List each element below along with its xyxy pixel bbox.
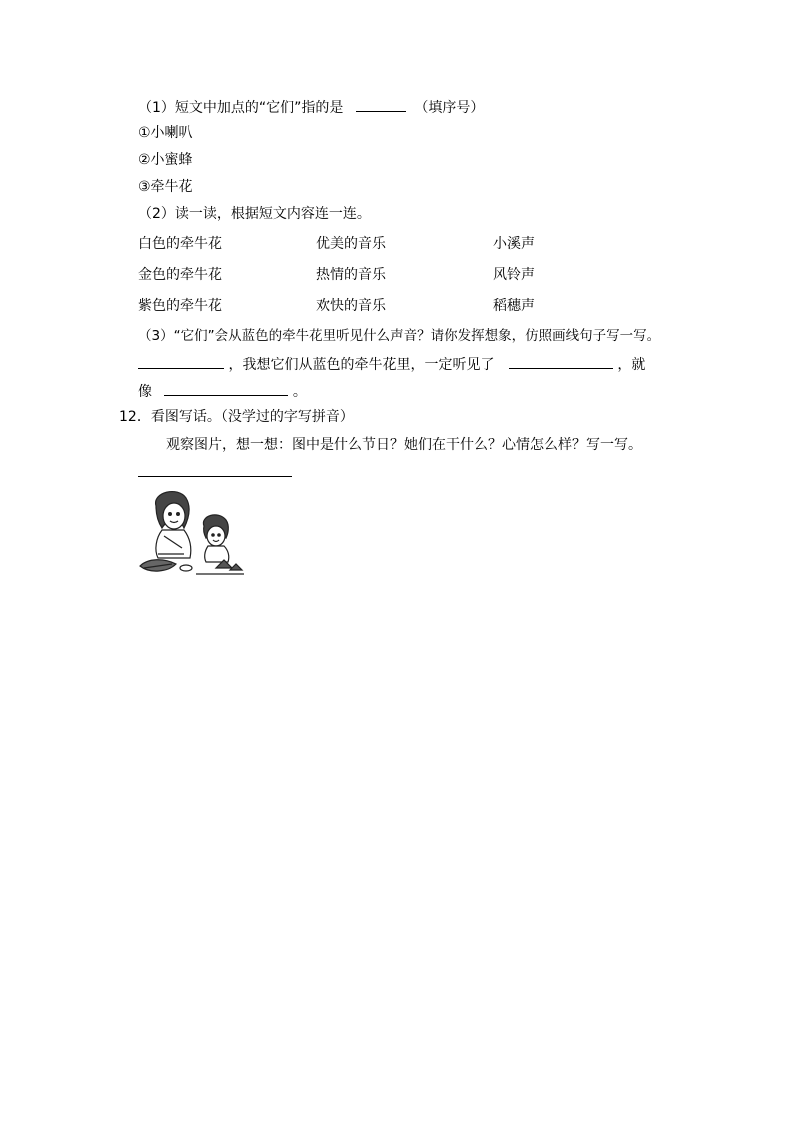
q11-sub3-mid: ，我想它们从蓝色的牵牛花里，一定听见了 (228, 357, 495, 373)
match-col3-item: 小溪声 (493, 236, 535, 252)
q11-sub3-prompt: （3）“它们”会从蓝色的牵牛花里听见什么声音？请你发挥想象，仿照画线句子写一写。 (138, 328, 661, 344)
q12-prompt: 观察图片，想一想：图中是什么节日？她们在干什么？心情怎么样？写一写。 (166, 437, 642, 453)
match-col2-item: 欢快的音乐 (316, 298, 386, 314)
q11-sub3-line2-start: 像 (138, 384, 152, 400)
q11-option-3: ③牵牛花 (138, 179, 193, 195)
q11-sub1-answer-blank[interactable] (356, 97, 406, 112)
q11-sub2-prompt: （2）读一读，根据短文内容连一连。 (138, 206, 371, 222)
q12-answer-blank[interactable] (138, 462, 292, 477)
match-col3-item: 风铃声 (493, 267, 535, 283)
match-col3-item: 稻穗声 (493, 298, 535, 314)
q11-sub3-line2-end: 。 (292, 384, 307, 400)
q11-sub1-suffix: （填序号） (414, 100, 485, 116)
q11-sub3-blank-1[interactable] (138, 354, 224, 369)
match-col2-item: 热情的音乐 (316, 267, 386, 283)
q11-sub3-end: ，就 (617, 357, 646, 373)
q11-sub3-blank-2[interactable] (509, 354, 613, 369)
q11-sub3-blank-3[interactable] (164, 381, 288, 396)
match-col1-item: 金色的牵牛花 (138, 267, 222, 283)
q11-sub3-line1 (138, 354, 645, 374)
q12-title: 12．看图写话。（没学过的字写拼音） (119, 409, 354, 425)
q11-sub1-line (138, 97, 484, 117)
match-col1-item: 紫色的牵牛花 (138, 298, 222, 314)
q12-answer-line[interactable] (138, 462, 292, 482)
q11-sub3-line2 (138, 381, 307, 401)
match-col1-item: 白色的牵牛花 (138, 236, 222, 252)
q11-sub1-prefix: （1）短文中加点的“它们”指的是 (138, 100, 344, 116)
mother-child-illustration (138, 488, 248, 580)
q11-option-1: ①小喇叭 (138, 125, 193, 141)
match-col2-item: 优美的音乐 (316, 236, 386, 252)
q11-option-2: ②小蜜蜂 (138, 152, 193, 168)
